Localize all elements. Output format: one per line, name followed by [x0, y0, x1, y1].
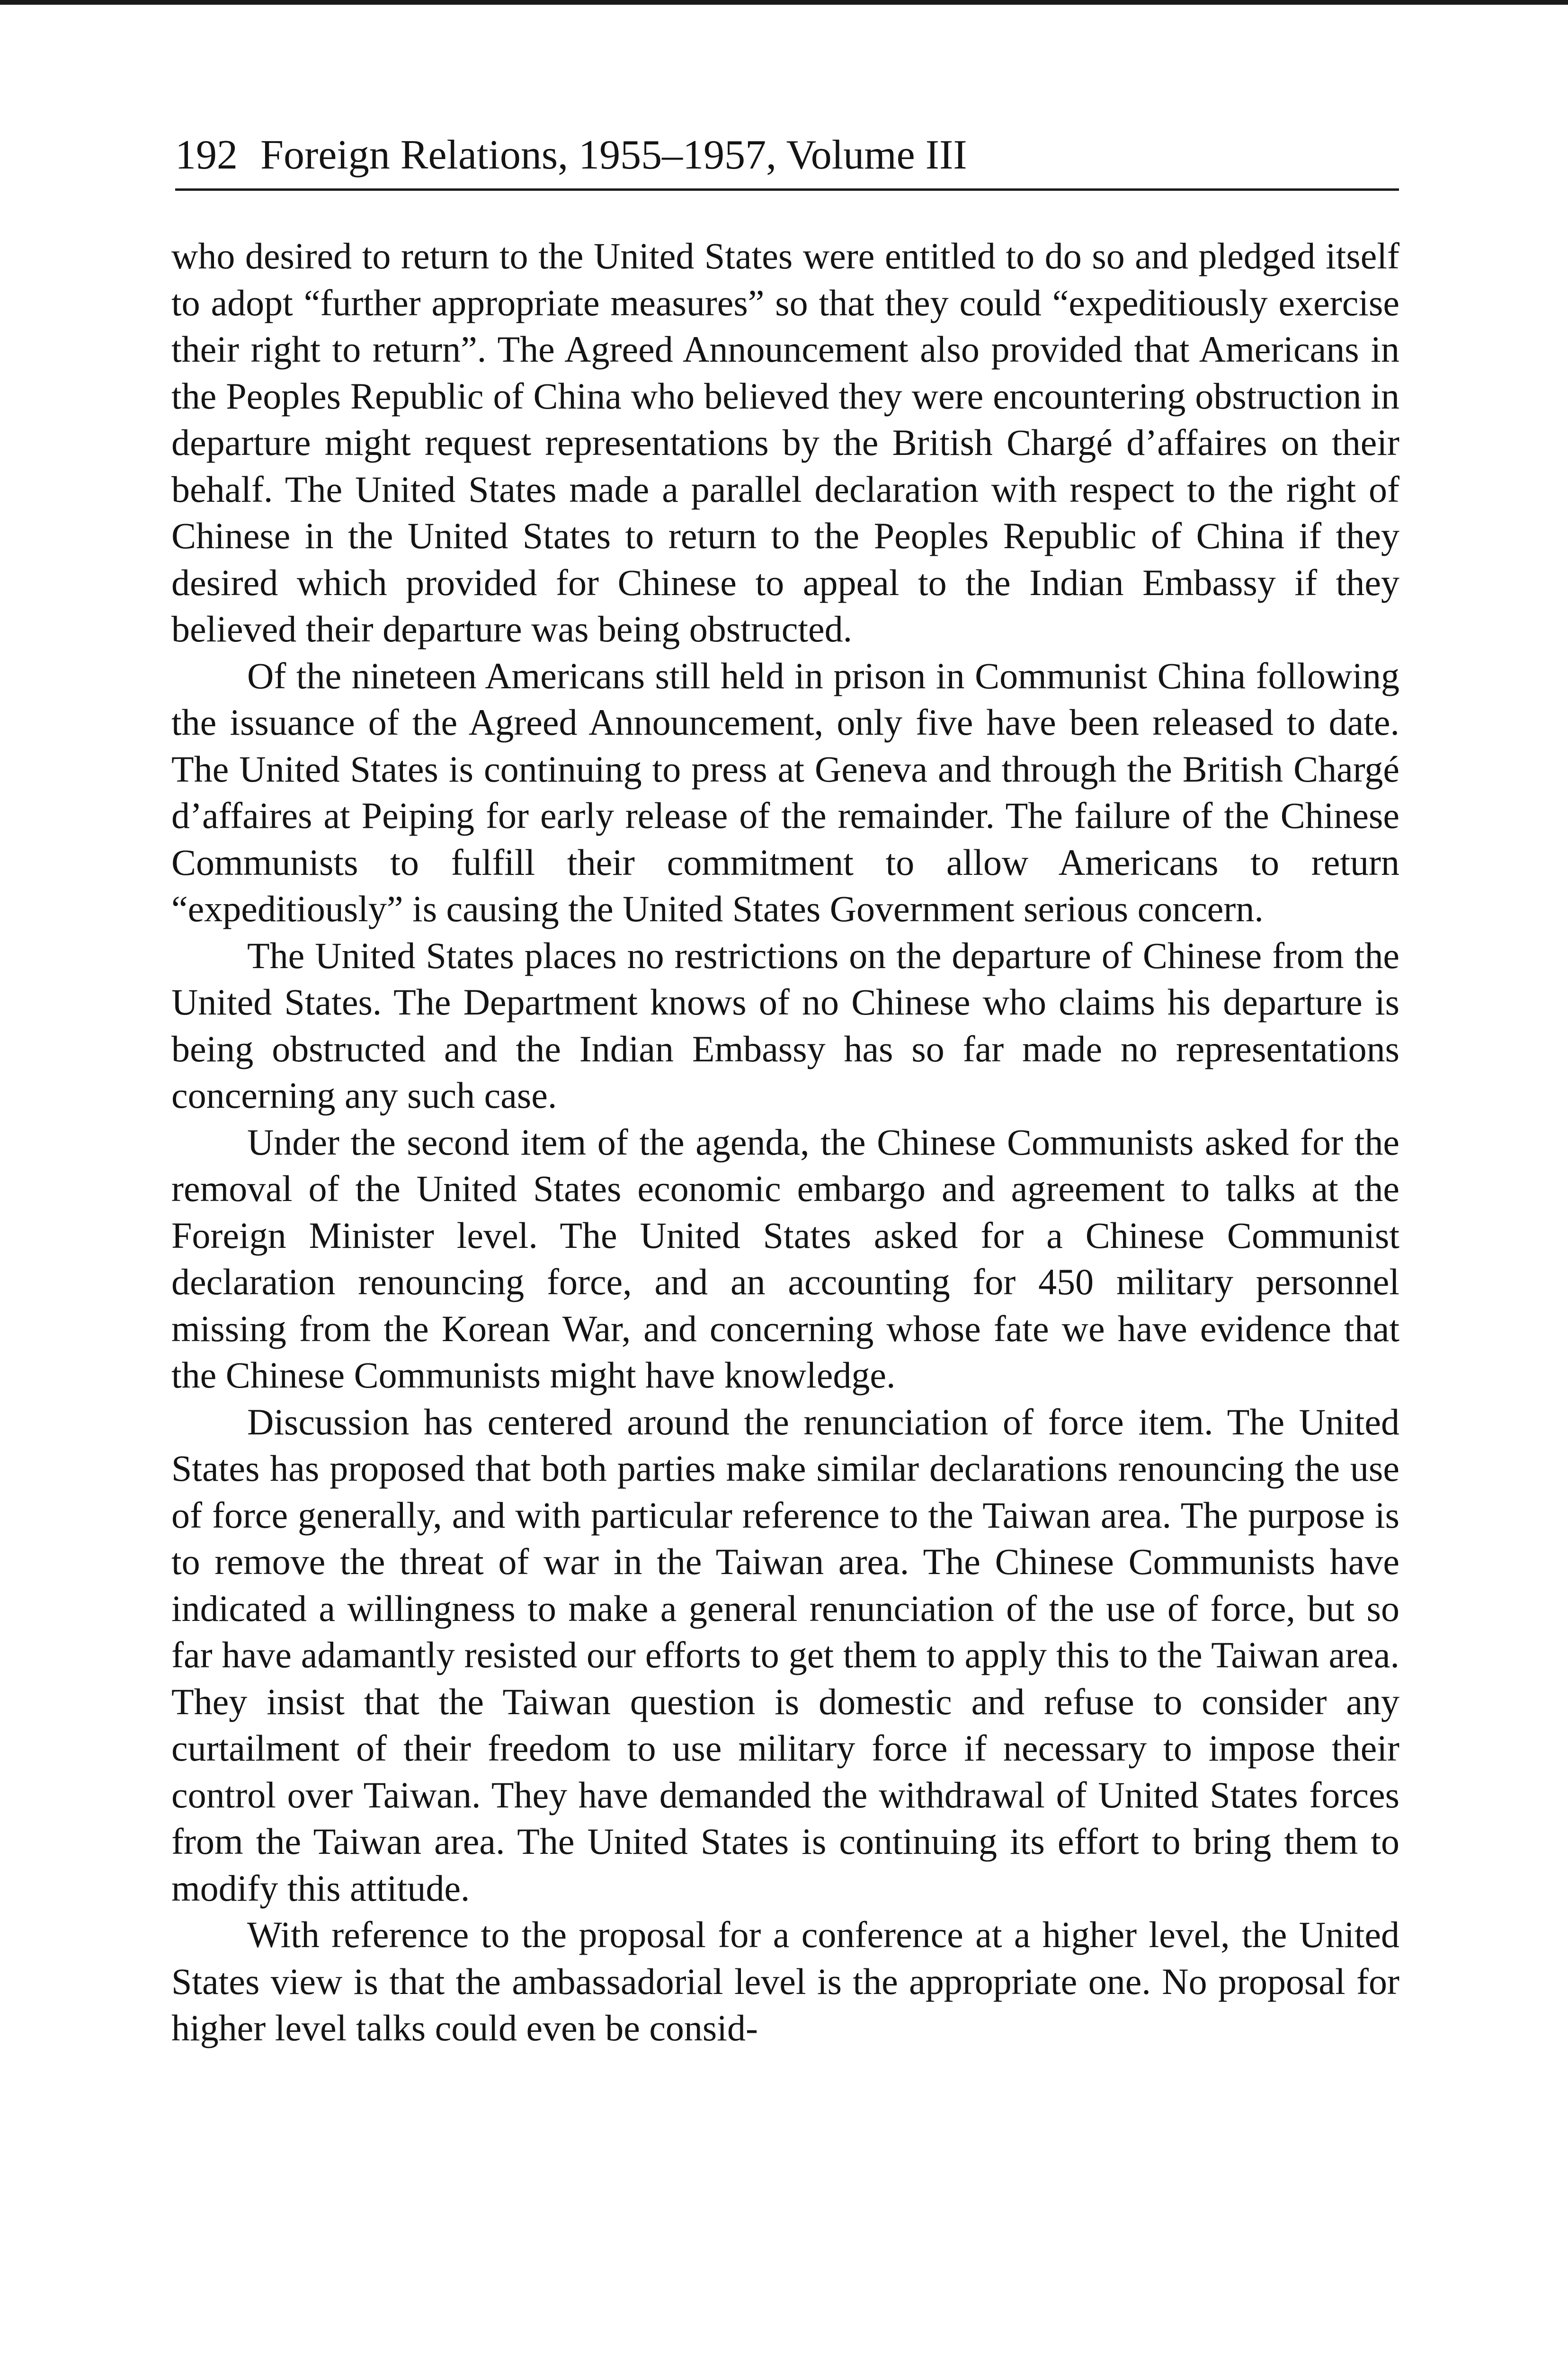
body-text: [171, 233, 1399, 2052]
paragraph-renunciation-of-force: Discussion has centered around the renunciation of force item. The United States has proposed that both parties make similar declarations renouncing the use of force generally, and with particular reference to the Taiwan area. The purpose is to remove the threat of war in the Taiwan area. The Chinese Communists have indicated a willingness to make a general renunciation of the use of force, but so far have adamantly resisted our efforts to get them to apply this to the Taiwan area. They insist that the Taiwan question is domestic and refuse to consider any curtailment of their freedom to use military force if necessary to impose their control over Taiwan. They have demanded the withdrawal of United States forces from the Taiwan area. The United States is continuing its effort to bring them to modify this attitude.: [171, 1401, 1399, 1909]
paragraph-higher-level-conference: With reference to the proposal for a conference at a higher level, the United States view is that the ambassadorial level is the appropriate one. No proposal for higher level talks could even be consid-: [171, 1914, 1399, 2048]
paragraph-no-restrictions: The United States places no restrictions on the departure of Chinese from the United States. The Department knows of no Chinese who claims his departure is being obstructed and the Indian Embassy has so far made no representations concerning any such case.: [171, 934, 1399, 1116]
paragraph-nineteen-americans: Of the nineteen Americans still held in prison in Communist China following the issuance of the Agreed Announcement, only five have been released to date. The United States is continuing to press at Geneva and through the British Chargé d’affaires at Peiping for early release of the remainder. The failure of the Chinese Communists to fulfill their commitment to allow Americans to return “expeditiously” is causing the United States Government serious concern.: [171, 655, 1399, 929]
paragraph-second-agenda-item: Under the second item of the agenda, the Chinese Communists asked for the removal of the United States economic embargo and agreement to talks at the Foreign Minister level. The United States asked for a Chinese Communist declaration renouncing force, and an accounting for 450 military personnel missing from the Korean War, and concerning whose fate we have evidence that the Chinese Communists might have knowledge.: [171, 1121, 1399, 1396]
running-header: [175, 122, 1399, 191]
paragraph-continued: who desired to return to the United States were entitled to do so and pledged itself to adopt “further appropriate measures” so that they could “expeditiously exercise their right to return”. The Agreed Announcement also provided that Americans in the Peoples Republic of China who believed they were encountering obstruction in departure might request representations by the British Chargé d’affaires on their behalf. The United States made a parallel declaration with respect to the right of Chinese in the United States to return to the Peoples Republic of China if they desired which provided for Chinese to appeal to the Indian Embassy if they believed their departure was being obstructed.: [171, 235, 1399, 650]
page-number: 192: [175, 132, 238, 178]
top-edge-rule: [0, 0, 1568, 5]
running-title: Foreign Relations, 1955–1957, Volume III: [260, 132, 967, 178]
